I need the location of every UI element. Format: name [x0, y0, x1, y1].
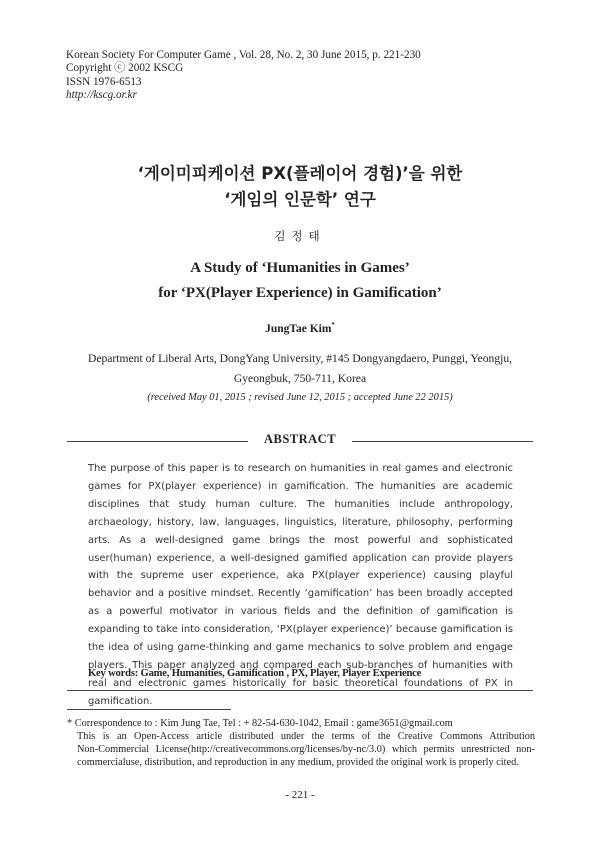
- abstract-heading: ABSTRACT: [263, 432, 337, 446]
- correspondence-note: * Correspondence to : Kim Jung Tae, Tel : + 82-54-630-1042, Email : game3651@gmail.com: [67, 718, 453, 729]
- affiliation-line-1: Department of Liberal Arts, DongYang University, #145 Dongyangdaero, Punggi, Yeongju,: [87, 352, 513, 365]
- footnote: [67, 717, 535, 769]
- english-title-line-2: for ‘PX(Player Experience) in Gamification’: [158, 285, 442, 301]
- english-author: [0, 321, 600, 335]
- license-line-3: commercialuse, distribution, and reproduction in any medium, provided the original work is properly cited.: [77, 757, 519, 768]
- keywords-divider: [67, 690, 533, 691]
- keywords-line: Key words: Game, Humanities, Gamification , PX, Player, Player Experience: [88, 668, 422, 679]
- license-line-1: This is an Open-Access article distributed under the terms of the Creative Commons Attribution: [77, 731, 535, 742]
- license-line-2: Non-Commercial License(http://creativecommons.org/licenses/by-nc/3.0) which permits unrestricted non-: [77, 744, 535, 755]
- footnote-divider: [67, 709, 231, 710]
- submission-dates: (received May 01, 2015 ; revised June 12, 2015 ; accepted June 22 2015): [147, 392, 453, 403]
- author-footnote-mark: *: [331, 321, 335, 329]
- journal-header: [66, 49, 421, 103]
- english-author-name: JungTae Kim: [265, 322, 332, 335]
- english-title-line-1: A Study of ‘Humanities in Games’: [190, 260, 410, 276]
- journal-url-link[interactable]: http://kscg.or.kr: [66, 89, 137, 102]
- korean-title-line-1: ‘게이미피케이션 PX(플레이어 경험)’을 위한: [137, 164, 463, 183]
- affiliation-line-2: Gyeongbuk, 750-711, Korea: [233, 372, 367, 385]
- abstract-body: The purpose of this paper is to research on humanities in real games and electronic games for PX(player experience) in gamification. The humanities are academic disciplines that study human culture. The humanities include anthropology, archaeology, history, law, languages, linguistics, literature, philosophy, performing arts. As a well-designed game brings the most powerful and sophisticated user(human) experience, a well-designed gamified application can provide players with the supreme user experience, aka PX(player experience) causing playful behavior and a positive mindset. Recently ‘gamification’ has been broadly accepted as a powerful motivator in various fields and the definition of gamification is expanding to take into consideration, ‘PX(player experience)’ because gamification is the idea of using game-thinking and game mechanics to solve problem and engage players. This paper analyzed and compared each sub-branches of humanities with real and electronic games historically for basic theoretical foundations of PX in gamification.: [88, 463, 513, 707]
- korean-author-name: 김정태: [274, 229, 326, 243]
- abstract-rule-right: [352, 441, 533, 442]
- journal-citation: Korean Society For Computer Game , Vol. 28, No. 2, 30 June 2015, p. 221-230: [66, 49, 421, 61]
- korean-title-line-2: ‘게임의 인문학’ 연구: [224, 190, 376, 209]
- copyright-line: Copyright ⓒ 2002 KSCG: [66, 62, 184, 75]
- issn-line: ISSN 1976-6513: [66, 75, 142, 88]
- page-number: - 221 -: [285, 789, 315, 801]
